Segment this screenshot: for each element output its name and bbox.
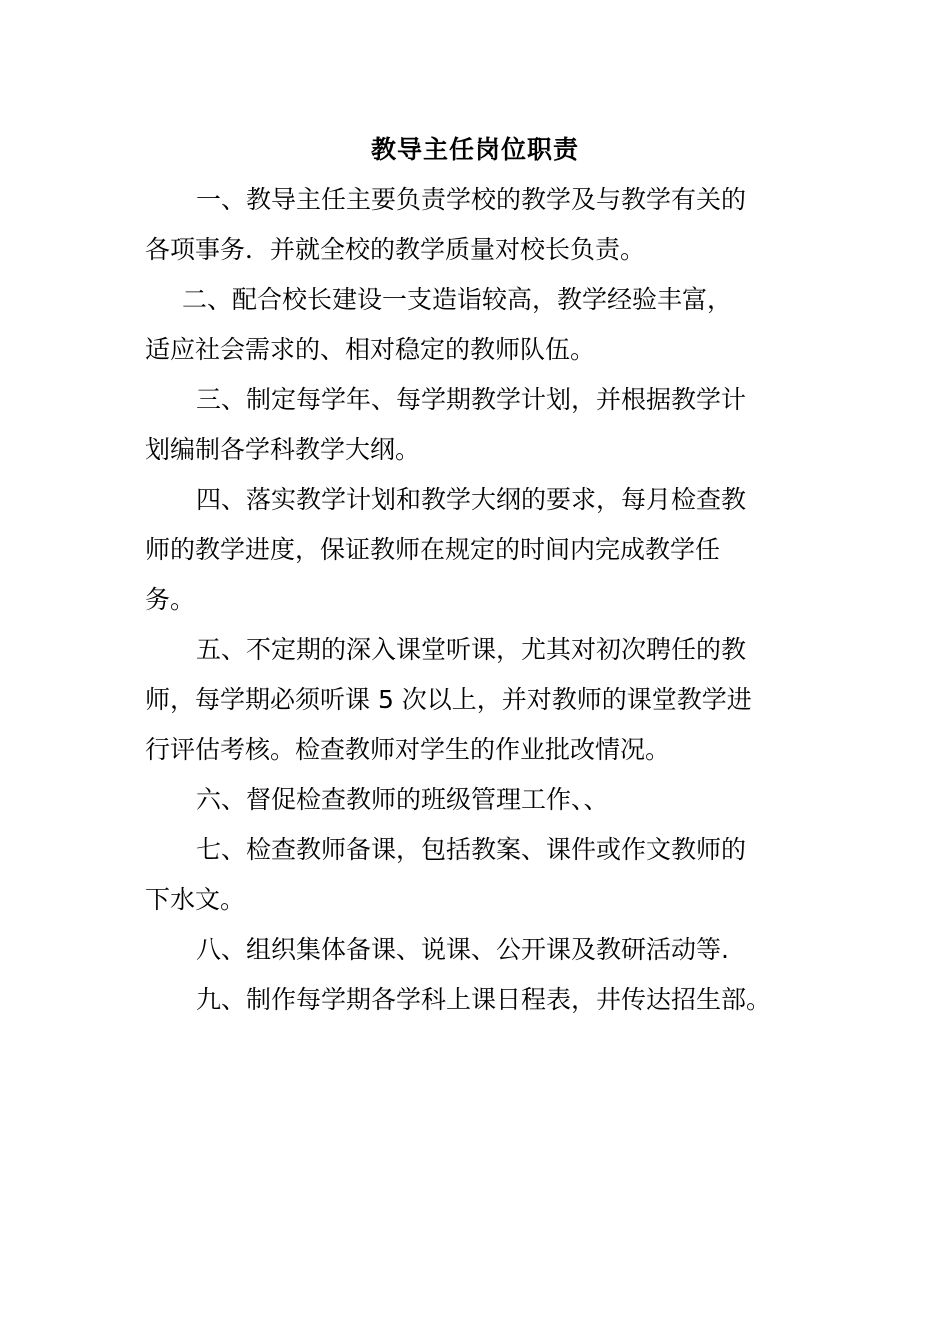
paragraph-9-line-1: 九、制作每学期各学科上课日程表，井传达招生部。 bbox=[196, 985, 772, 1014]
paragraph-8-line-1: 八、组织集体备课、说课、公开课及教研活动等. bbox=[196, 935, 729, 964]
paragraph-7-line-2: 下水文。 bbox=[145, 885, 246, 914]
paragraph-1-line-1: 一、教导主任主要负责学校的教学及与教学有关的 bbox=[196, 185, 747, 214]
paragraph-2-line-2: 适应社会需求的、相对稳定的教师队伍。 bbox=[145, 335, 596, 364]
paragraph-4-line-2: 师的教学进度，保证教师在规定的时间内完成教学任 bbox=[145, 535, 721, 564]
paragraph-5-line-1: 五、不定期的深入课堂听课，尤其对初次聘任的教 bbox=[196, 635, 747, 664]
paragraph-4-line-1: 四、落实教学计划和教学大纲的要求，每月检查教 bbox=[196, 485, 747, 514]
paragraph-1-line-2: 各项事务．并就全校的教学质量对校长负责。 bbox=[145, 235, 646, 264]
paragraph-4-line-3: 务。 bbox=[145, 585, 196, 614]
paragraph-2-line-1: 二、配合校长建设一支造诣较高，教学经验丰富， bbox=[182, 285, 733, 314]
paragraph-7-line-1: 七、检查教师备课，包括教案、课件或作文教师的 bbox=[196, 835, 747, 864]
paragraph-5-line-3: 行评估考核。检查教师对学生的作业批改情况。 bbox=[145, 735, 671, 764]
paragraph-3-line-2: 划编制各学科教学大纲。 bbox=[145, 435, 421, 464]
paragraph-5-line-2: 师，每学期必须听课 5 次以上，并对教师的课堂教学进 bbox=[145, 685, 752, 714]
paragraph-6-line-1: 六、督促检查教师的班级管理工作、、 bbox=[196, 785, 609, 814]
paragraph-3-line-1: 三、制定每学年、每学期教学计划，并根据教学计 bbox=[196, 385, 747, 414]
document-title: 教导主任岗位职责 bbox=[370, 135, 579, 164]
